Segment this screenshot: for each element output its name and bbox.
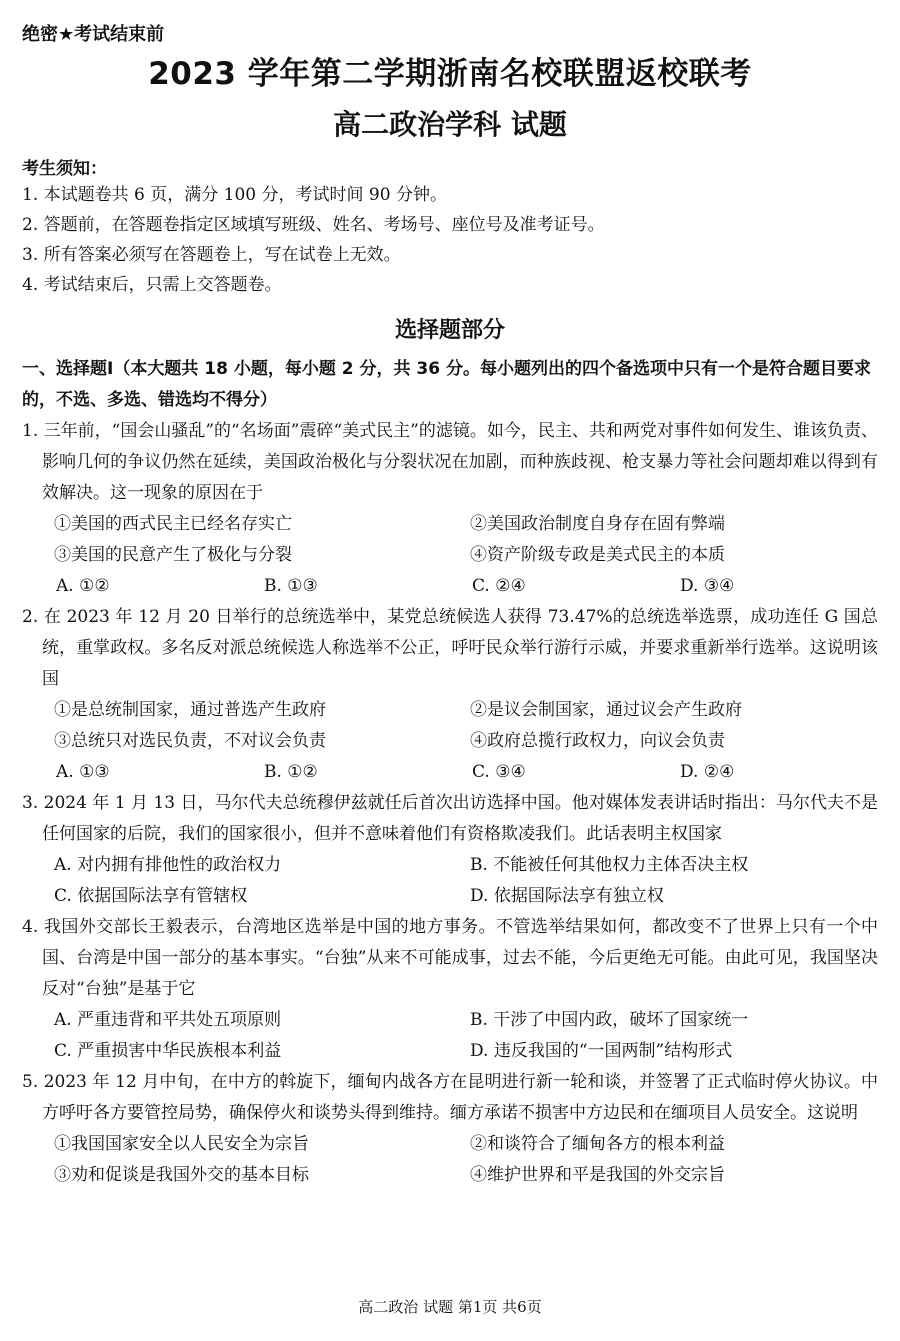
statement: ③美国的民意产生了极化与分裂 <box>54 545 292 565</box>
statement: ①是总统制国家，通过普选产生政府 <box>54 700 326 720</box>
option-c: C. ②④ <box>472 576 526 596</box>
notice-item: 4. 考试结束后，只需上交答题卷。 <box>22 275 282 295</box>
notice-item: 1. 本试题卷共 6 页，满分 100 分，考试时间 90 分钟。 <box>22 185 447 205</box>
notice-item: 3. 所有答案必须写在答题卷上，写在试卷上无效。 <box>22 245 401 265</box>
option-b: B. ①③ <box>264 576 318 596</box>
option-d: D. 违反我国的“一国两制”结构形式 <box>470 1041 733 1061</box>
option-list <box>22 571 878 602</box>
option-a: A. 对内拥有排他性的政治权力 <box>54 855 282 875</box>
option-b: B. 干涉了中国内政，破坏了国家统一 <box>470 1010 749 1030</box>
question-4 <box>22 912 878 1067</box>
question-1 <box>22 416 878 602</box>
statement-list <box>22 1129 878 1191</box>
part-heading: 一、选择题Ⅰ（本大题共 18 小题，每小题 2 分，共 36 分。每小题列出的四个备选项中只有一个是符合题目要求的，不选、多选、错选均不得分） <box>22 359 871 410</box>
statement: ④政府总揽行政权力，向议会负责 <box>470 731 725 751</box>
section-title: 选择题部分 <box>394 318 505 343</box>
option-d: D. 依据国际法享有独立权 <box>470 886 664 906</box>
question-3 <box>22 788 878 912</box>
exam-subtitle: 高二政治学科 试题 <box>333 108 567 141</box>
question-5 <box>22 1067 878 1191</box>
statement: ①美国的西式民主已经名存实亡 <box>54 514 292 534</box>
option-b: B. ①② <box>264 762 318 782</box>
option-list <box>22 1005 878 1067</box>
question-stem: 4. 我国外交部长王毅表示，台湾地区选举是中国的地方事务。不管选举结果如何，都改变不了世界上只有一个中国、台湾是中国一部分的基本事实。“台独”从来不可能成事，过去不能，今后更绝无可能。由此可见，我国坚决反对“台独”是基于它 <box>22 917 878 999</box>
option-a: A. ①② <box>56 576 110 596</box>
statement: ④维护世界和平是我国的外交宗旨 <box>470 1165 725 1185</box>
statement: ③总统只对选民负责，不对议会负责 <box>54 731 326 751</box>
option-a: A. 严重违背和平共处五项原则 <box>54 1010 282 1030</box>
option-c: C. ③④ <box>472 762 526 782</box>
option-d: D. ②④ <box>680 762 735 782</box>
option-c: C. 严重损害中华民族根本利益 <box>54 1041 282 1061</box>
question-2 <box>22 602 878 788</box>
option-list <box>22 850 878 912</box>
confidential-label: 绝密★考试结束前 <box>22 24 165 45</box>
option-c: C. 依据国际法享有管辖权 <box>54 886 248 906</box>
question-stem: 1. 三年前，“国会山骚乱”的“名场面”震碎“美式民主”的滤镜。如今，民主、共和两党对事件如何发生、谁该负责、影响几何的争议仍然在延续，美国政治极化与分裂状况在加剧，而种族歧视、枪支暴力等社会问题却难以得到有效解决。这一现象的原因在于 <box>22 421 878 503</box>
exam-title: 2023 学年第二学期浙南名校联盟返校联考 <box>148 56 752 92</box>
statement: ④资产阶级专政是美式民主的本质 <box>470 545 725 565</box>
statement-list <box>22 695 878 757</box>
question-stem: 5. 2023 年 12 月中旬，在中方的斡旋下，缅甸内战各方在昆明进行新一轮和谈，并签署了正式临时停火协议。中方呼吁各方要管控局势，确保停火和谈势头得到维持。缅方承诺不损害中方边民和在缅项目人员安全。这说明 <box>22 1072 878 1123</box>
question-stem: 3. 2024 年 1 月 13 日，马尔代夫总统穆伊兹就任后首次出访选择中国。他对媒体发表讲话时指出：马尔代夫不是任何国家的后院，我们的国家很小，但并不意味着他们有资格欺凌我们。此话表明主权国家 <box>22 793 878 844</box>
statement: ③劝和促谈是我国外交的基本目标 <box>54 1165 309 1185</box>
question-stem: 2. 在 2023 年 12 月 20 日举行的总统选举中，某党总统候选人获得 73.47%的总统选举选票，成功连任 G 国总统，重掌政权。多名反对派总统候选人称选举不公正，呼吁民众举行游行示威，并要求重新举行选举。这说明该国 <box>22 607 878 689</box>
statement: ②是议会制国家，通过议会产生政府 <box>470 700 742 720</box>
page-footer: 高二政治 试题 第1页 共6页 <box>358 1298 542 1316</box>
option-a: A. ①③ <box>56 762 110 782</box>
notice-heading: 考生须知： <box>22 159 107 179</box>
notice-item: 2. 答题前，在答题卷指定区域填写班级、姓名、考场号、座位号及准考证号。 <box>22 215 605 235</box>
option-list <box>22 757 878 788</box>
statement: ①我国国家安全以人民安全为宗旨 <box>54 1134 309 1154</box>
statement: ②美国政治制度自身存在固有弊端 <box>470 514 725 534</box>
statement-list <box>22 509 878 571</box>
option-d: D. ③④ <box>680 576 735 596</box>
statement: ②和谈符合了缅甸各方的根本利益 <box>470 1134 725 1154</box>
option-b: B. 不能被任何其他权力主体否决主权 <box>470 855 749 875</box>
